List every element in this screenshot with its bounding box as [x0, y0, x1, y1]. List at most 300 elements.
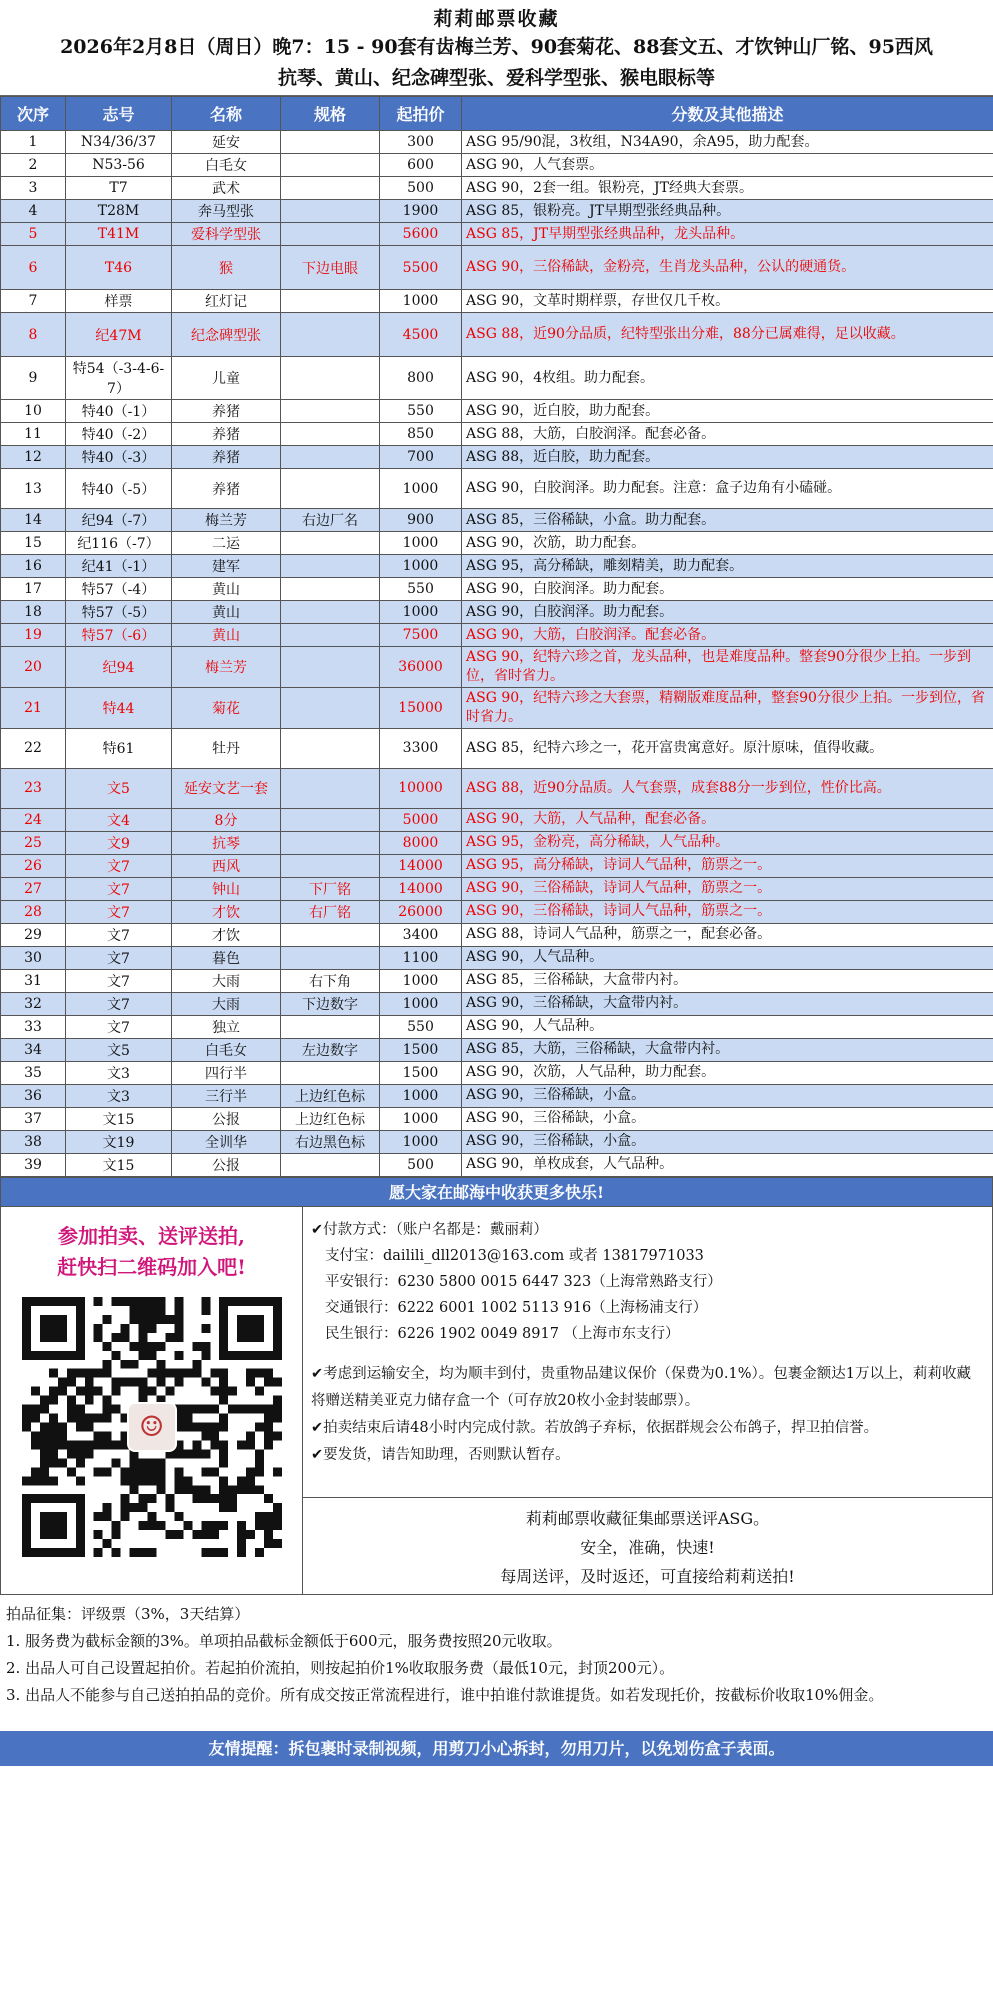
col-header-spec: 规格: [281, 97, 380, 131]
table-row: [1, 423, 993, 446]
cell-name: 黄山: [172, 624, 281, 647]
cell-code: 文7: [66, 969, 172, 992]
rules-title: 拍品征集：评级票（3%，3天结算）: [6, 1604, 250, 1623]
cell-no: 30: [1, 946, 66, 969]
cell-spec: [281, 154, 380, 177]
table-row: [1, 223, 993, 246]
cell-spec: [281, 728, 380, 768]
auction-subtitle-line2: 抗琴、黄山、纪念碑型张、爱科学型张、猴电眼标等: [277, 67, 715, 89]
cell-spec: [281, 177, 380, 200]
cell-price: 900: [380, 509, 462, 532]
cell-no: 22: [1, 728, 66, 768]
cell-code: 纪41（-1）: [66, 555, 172, 578]
cell-code: 文15: [66, 1107, 172, 1130]
cell-price: 8000: [380, 831, 462, 854]
cell-code: 特61: [66, 728, 172, 768]
cell-name: 白毛女: [172, 154, 281, 177]
cell-no: 15: [1, 532, 66, 555]
cell-code: 文5: [66, 768, 172, 808]
cell-desc: ASG 90，2套一组。银粉亮，JT经典大套票。: [462, 177, 993, 200]
cell-price: 1000: [380, 992, 462, 1015]
cell-no: 27: [1, 877, 66, 900]
cell-spec: [281, 223, 380, 246]
cell-desc: ASG 90，4枚组。助力配套。: [462, 357, 993, 400]
cell-desc: ASG 90，纪特六珍之首，龙头品种，也是难度品种。整套90分很少上拍。一步到位，省时省力。: [462, 647, 993, 688]
promo-panel: [1, 1207, 303, 1594]
cell-desc: ASG 95/90混，3枚组，N34A90，余A95，助力配套。: [462, 131, 993, 154]
cell-price: 5600: [380, 223, 462, 246]
cell-desc: ASG 88，近90分品质。人气套票，成套88分一步到位，性价比高。: [462, 768, 993, 808]
cell-code: 特40（-5）: [66, 469, 172, 509]
cell-code: 纪47M: [66, 313, 172, 357]
cell-desc: ASG 90，白胶润泽。助力配套。注意：盒子边角有小磕碰。: [462, 469, 993, 509]
cell-no: 14: [1, 509, 66, 532]
cell-desc: ASG 85，纪特六珍之一，花开富贵寓意好。原汁原味，值得收藏。: [462, 728, 993, 768]
cell-no: 1: [1, 131, 66, 154]
cell-code: 文7: [66, 900, 172, 923]
cell-desc: ASG 90，三俗稀缺，金粉亮，生肖龙头品种，公认的硬通货。: [462, 246, 993, 290]
cell-code: 特54（-3-4-6-7）: [66, 357, 172, 400]
rule-item: 1. 服务费为截标金额的3%。单项拍品截标金额低于600元，服务费按照20元收取。: [6, 1631, 562, 1650]
table-row: [1, 200, 993, 223]
cell-spec: [281, 687, 380, 728]
table-row: [1, 946, 993, 969]
cell-price: 550: [380, 578, 462, 601]
cell-desc: ASG 90，人气品种。: [462, 946, 993, 969]
shipping-note: ✔考虑到运输安全，均为顺丰到付，贵重物品建议保价（保费为0.1%）。包裹金额达1万以上，莉莉收藏将赠送精美亚克力储存盒一个（可存放20枚小金封装邮票）。: [311, 1365, 971, 1409]
cell-price: 550: [380, 400, 462, 423]
cell-code: 文19: [66, 1130, 172, 1153]
cell-desc: ASG 90，单枚成套，人气品种。: [462, 1153, 993, 1176]
cell-code: 特40（-1）: [66, 400, 172, 423]
avatar-icon: ☺: [127, 1402, 177, 1452]
cell-no: 10: [1, 400, 66, 423]
col-header-price: 起拍价: [380, 97, 462, 131]
cell-no: 21: [1, 687, 66, 728]
cell-name: 儿童: [172, 357, 281, 400]
table-row: [1, 446, 993, 469]
cell-price: 26000: [380, 900, 462, 923]
table-row: [1, 1015, 993, 1038]
cell-name: 独立: [172, 1015, 281, 1038]
cell-desc: ASG 88，近90分品质，纪特型张出分难，88分已属难得，足以收藏。: [462, 313, 993, 357]
table-row: [1, 578, 993, 601]
cell-spec: [281, 469, 380, 509]
cell-price: 500: [380, 177, 462, 200]
cell-price: 10000: [380, 768, 462, 808]
cell-no: 26: [1, 854, 66, 877]
table-row: [1, 877, 993, 900]
cell-price: 3400: [380, 923, 462, 946]
cell-desc: ASG 90，白胶润泽。助力配套。: [462, 601, 993, 624]
cell-desc: ASG 85，三俗稀缺，大盒带内衬。: [462, 969, 993, 992]
table-row: [1, 647, 993, 688]
cell-price: 1000: [380, 1107, 462, 1130]
cell-price: 7500: [380, 624, 462, 647]
cell-name: 公报: [172, 1107, 281, 1130]
payment-bank-pingan: 平安银行：6230 5800 0015 6447 323（上海常熟路支行）: [325, 1273, 722, 1290]
cell-no: 8: [1, 313, 66, 357]
cell-no: 7: [1, 290, 66, 313]
cell-name: 菊花: [172, 687, 281, 728]
cell-desc: ASG 90，次筋，人气品种，助力配套。: [462, 1061, 993, 1084]
cell-price: 5500: [380, 246, 462, 290]
cell-code: 文3: [66, 1084, 172, 1107]
cell-price: 1000: [380, 532, 462, 555]
cell-spec: [281, 200, 380, 223]
col-header-code: 志号: [66, 97, 172, 131]
cell-price: 1500: [380, 1061, 462, 1084]
cell-spec: [281, 131, 380, 154]
cell-no: 23: [1, 768, 66, 808]
cell-no: 11: [1, 423, 66, 446]
cell-name: 四行半: [172, 1061, 281, 1084]
cell-price: 1100: [380, 946, 462, 969]
cell-price: 1500: [380, 1038, 462, 1061]
cell-code: 文7: [66, 923, 172, 946]
cell-spec: [281, 555, 380, 578]
cell-price: 5000: [380, 808, 462, 831]
cell-price: 1000: [380, 555, 462, 578]
cell-name: 二运: [172, 532, 281, 555]
cell-name: 白毛女: [172, 1038, 281, 1061]
cell-no: 20: [1, 647, 66, 688]
cell-no: 4: [1, 200, 66, 223]
cell-no: 5: [1, 223, 66, 246]
promo-line1: 参加拍卖、送评送拍,: [58, 1223, 245, 1248]
cell-name: 爱科学型张: [172, 223, 281, 246]
cell-no: 3: [1, 177, 66, 200]
table-row: [1, 923, 993, 946]
cell-price: 14000: [380, 877, 462, 900]
cell-name: 才饮: [172, 900, 281, 923]
table-row: [1, 1061, 993, 1084]
cell-price: 800: [380, 357, 462, 400]
rule-item: 2. 出品人可自己设置起拍价。若起拍价流拍，则按起拍价1%收取服务费（最低10元，封顶200元）。: [6, 1658, 675, 1677]
cell-name: 大雨: [172, 969, 281, 992]
cell-no: 31: [1, 969, 66, 992]
cell-spec: [281, 923, 380, 946]
cell-desc: ASG 90，白胶润泽。助力配套。: [462, 578, 993, 601]
table-row: [1, 131, 993, 154]
cell-desc: ASG 88，近白胶，助力配套。: [462, 446, 993, 469]
cell-name: 暮色: [172, 946, 281, 969]
table-row: [1, 768, 993, 808]
cell-no: 37: [1, 1107, 66, 1130]
cell-spec: [281, 357, 380, 400]
cell-price: 14000: [380, 854, 462, 877]
cell-name: 西风: [172, 854, 281, 877]
cell-spec: [281, 578, 380, 601]
cell-spec: 左边数字: [281, 1038, 380, 1061]
cell-price: 850: [380, 423, 462, 446]
table-row: [1, 509, 993, 532]
cell-spec: [281, 601, 380, 624]
cell-name: 钟山: [172, 877, 281, 900]
table-row: [1, 154, 993, 177]
cell-code: N34/36/37: [66, 131, 172, 154]
cell-code: 纪116（-7）: [66, 532, 172, 555]
footer-reminder: 友情提醒：拆包裹时录制视频，用剪刀小心拆封，勿用刀片，以免划伤盒子表面。: [0, 1731, 993, 1766]
cell-name: 黄山: [172, 601, 281, 624]
cell-spec: 上边红色标: [281, 1107, 380, 1130]
cell-desc: ASG 90，人气套票。: [462, 154, 993, 177]
cell-name: 建军: [172, 555, 281, 578]
cell-spec: [281, 768, 380, 808]
table-row: [1, 992, 993, 1015]
cell-name: 全训华: [172, 1130, 281, 1153]
cell-no: 24: [1, 808, 66, 831]
cell-price: 300: [380, 131, 462, 154]
cell-no: 6: [1, 246, 66, 290]
cell-code: 文15: [66, 1153, 172, 1176]
cell-code: 文7: [66, 992, 172, 1015]
cell-spec: [281, 808, 380, 831]
table-row: [1, 969, 993, 992]
cell-spec: [281, 854, 380, 877]
payment-heading: ✔付款方式：（账户名都是：戴丽莉）: [311, 1221, 548, 1238]
table-row: [1, 900, 993, 923]
cell-price: 3300: [380, 728, 462, 768]
cell-code: 文9: [66, 831, 172, 854]
cell-code: 纪94: [66, 647, 172, 688]
cell-spec: 下边电眼: [281, 246, 380, 290]
cell-name: 抗琴: [172, 831, 281, 854]
cell-code: 特57（-6）: [66, 624, 172, 647]
cell-desc: ASG 90，次筋，助力配套。: [462, 532, 993, 555]
cell-desc: ASG 88，大筋，白胶润泽。配套必备。: [462, 423, 993, 446]
cell-spec: [281, 532, 380, 555]
cell-code: 特44: [66, 687, 172, 728]
cell-desc: ASG 85，大筋，三俗稀缺，大盒带内衬。: [462, 1038, 993, 1061]
page-title: 莉莉邮票收藏: [433, 8, 560, 30]
table-row: [1, 831, 993, 854]
cell-spec: 右边厂名: [281, 509, 380, 532]
cell-name: 梅兰芳: [172, 647, 281, 688]
cell-desc: ASG 90，大筋，白胶润泽。配套必备。: [462, 624, 993, 647]
cell-name: 黄山: [172, 578, 281, 601]
col-header-name: 名称: [172, 97, 281, 131]
cell-no: 35: [1, 1061, 66, 1084]
payment-bank-minsheng: 民生银行：6226 1902 0049 8917 （上海市东支行）: [325, 1325, 680, 1342]
cell-code: N53-56: [66, 154, 172, 177]
cell-spec: [281, 423, 380, 446]
table-row: [1, 290, 993, 313]
cell-price: 1000: [380, 1130, 462, 1153]
table-row: [1, 555, 993, 578]
cell-desc: ASG 90，纪特六珍之大套票，精糊版难度品种，整套90分很少上拍。一步到位，省时省力。: [462, 687, 993, 728]
greeting-banner: 愿大家在邮海中收获更多快乐!: [0, 1177, 993, 1207]
cell-spec: [281, 1015, 380, 1038]
cell-spec: 右厂铭: [281, 900, 380, 923]
auction-table: [0, 96, 993, 1177]
cell-price: 1000: [380, 469, 462, 509]
cell-code: 文7: [66, 854, 172, 877]
cell-code: 文7: [66, 1015, 172, 1038]
cell-spec: 右边黑色标: [281, 1130, 380, 1153]
page-header: [0, 0, 993, 96]
cell-name: 养猪: [172, 469, 281, 509]
table-row: [1, 808, 993, 831]
cell-spec: 下边数字: [281, 992, 380, 1015]
delivery-note: ✔要发货，请告知助理，否则默认暂存。: [311, 1446, 570, 1463]
cell-desc: ASG 88，诗词人气品种，筋票之一，配套必备。: [462, 923, 993, 946]
table-row: [1, 1107, 993, 1130]
cell-spec: [281, 1061, 380, 1084]
cell-price: 15000: [380, 687, 462, 728]
cell-no: 28: [1, 900, 66, 923]
cell-name: 大雨: [172, 992, 281, 1015]
table-row: [1, 357, 993, 400]
cell-spec: [281, 1153, 380, 1176]
cell-spec: [281, 290, 380, 313]
cell-no: 32: [1, 992, 66, 1015]
cell-code: 特40（-3）: [66, 446, 172, 469]
table-row: [1, 728, 993, 768]
table-row: [1, 532, 993, 555]
cell-price: 1000: [380, 601, 462, 624]
cell-price: 550: [380, 1015, 462, 1038]
cell-code: 纪94（-7）: [66, 509, 172, 532]
promo-line2: 赶快扫二维码加入吧!: [57, 1254, 246, 1279]
payment-bank-jiaotong: 交通银行：6222 6001 1002 5113 916（上海杨浦支行）: [325, 1299, 708, 1316]
cell-code: T28M: [66, 200, 172, 223]
cell-spec: 上边红色标: [281, 1084, 380, 1107]
cell-spec: [281, 624, 380, 647]
payment-info: [303, 1207, 992, 1497]
cell-name: 8分: [172, 808, 281, 831]
cell-no: 18: [1, 601, 66, 624]
table-row: [1, 313, 993, 357]
cell-name: 纪念碑型张: [172, 313, 281, 357]
invite-box: [303, 1497, 992, 1594]
cell-spec: [281, 446, 380, 469]
payment-alipay: 支付宝：dailili_dll2013@163.com 或者 13817971033: [325, 1247, 704, 1264]
cell-desc: ASG 90，近白胶，助力配套。: [462, 400, 993, 423]
cell-code: 文7: [66, 877, 172, 900]
auction-subtitle-line1: 2026年2月8日（周日）晚7：15 - 90套有齿梅兰芳、90套菊花、88套文五、才饮钟山厂铭、95西风: [60, 36, 933, 58]
cell-price: 500: [380, 1153, 462, 1176]
cell-price: 1000: [380, 290, 462, 313]
cell-desc: ASG 85，银粉亮。JT早期型张经典品种。: [462, 200, 993, 223]
cell-spec: [281, 946, 380, 969]
qr-code[interactable]: [22, 1297, 282, 1557]
cell-desc: ASG 90，三俗稀缺，小盒。: [462, 1107, 993, 1130]
payment-deadline-note: ✔拍卖结束后请48小时内完成付款。若放鸽子弃标，依据群规会公布鸽子，捍卫拍信誉。: [311, 1419, 879, 1436]
table-row: [1, 1038, 993, 1061]
cell-no: 33: [1, 1015, 66, 1038]
cell-spec: 下厂铭: [281, 877, 380, 900]
cell-desc: ASG 90，三俗稀缺，小盒。: [462, 1130, 993, 1153]
cell-name: 养猪: [172, 400, 281, 423]
cell-no: 34: [1, 1038, 66, 1061]
cell-no: 29: [1, 923, 66, 946]
table-row: [1, 1153, 993, 1176]
cell-no: 19: [1, 624, 66, 647]
cell-desc: ASG 95，高分稀缺，雕刻精美，助力配套。: [462, 555, 993, 578]
table-row: [1, 246, 993, 290]
cell-desc: ASG 95，金粉亮，高分稀缺，人气品种。: [462, 831, 993, 854]
cell-no: 16: [1, 555, 66, 578]
table-row: [1, 854, 993, 877]
cell-code: 样票: [66, 290, 172, 313]
invite-line2: 安全，准确，快速!: [580, 1537, 715, 1557]
cell-desc: ASG 90，大筋，人气品种，配套必备。: [462, 808, 993, 831]
cell-desc: ASG 90，人气品种。: [462, 1015, 993, 1038]
cell-price: 4500: [380, 313, 462, 357]
cell-name: 公报: [172, 1153, 281, 1176]
invite-line1: 莉莉邮票收藏征集邮票送评ASG。: [525, 1508, 770, 1528]
cell-code: 特57（-5）: [66, 601, 172, 624]
table-row: [1, 601, 993, 624]
auction-table-body: [1, 131, 993, 1177]
cell-price: 36000: [380, 647, 462, 688]
cell-no: 39: [1, 1153, 66, 1176]
cell-price: 1000: [380, 1084, 462, 1107]
cell-spec: [281, 647, 380, 688]
cell-spec: [281, 400, 380, 423]
table-row: [1, 1084, 993, 1107]
table-row: [1, 624, 993, 647]
cell-no: 17: [1, 578, 66, 601]
cell-spec: [281, 313, 380, 357]
cell-price: 700: [380, 446, 462, 469]
cell-no: 38: [1, 1130, 66, 1153]
table-row: [1, 177, 993, 200]
col-header-desc: 分数及其他描述: [462, 97, 993, 131]
cell-price: 1000: [380, 969, 462, 992]
cell-name: 猴: [172, 246, 281, 290]
table-row: [1, 687, 993, 728]
cell-desc: ASG 85，三俗稀缺，小盒。助力配套。: [462, 509, 993, 532]
cell-desc: ASG 85，JT早期型张经典品种，龙头品种。: [462, 223, 993, 246]
cell-name: 奔马型张: [172, 200, 281, 223]
cell-name: 武术: [172, 177, 281, 200]
table-row: [1, 400, 993, 423]
cell-name: 梅兰芳: [172, 509, 281, 532]
invite-line3: 每周送评，及时返还，可直接给莉莉送拍!: [500, 1566, 795, 1586]
cell-name: 养猪: [172, 423, 281, 446]
table-row: [1, 1130, 993, 1153]
cell-name: 养猪: [172, 446, 281, 469]
cell-spec: 右下角: [281, 969, 380, 992]
info-section: [0, 1207, 993, 1595]
rule-item: 3. 出品人不能参与自己送拍拍品的竞价。所有成交按正常流程进行，谁中拍谁付款谁提货。如若发现托价，按截标价收取10%佣金。: [6, 1685, 884, 1704]
cell-name: 三行半: [172, 1084, 281, 1107]
cell-no: 36: [1, 1084, 66, 1107]
cell-code: 文7: [66, 946, 172, 969]
cell-desc: ASG 90，三俗稀缺，诗词人气品种，筋票之一。: [462, 900, 993, 923]
cell-no: 13: [1, 469, 66, 509]
cell-name: 牡丹: [172, 728, 281, 768]
cell-desc: ASG 90，文革时期样票，存世仅几千枚。: [462, 290, 993, 313]
cell-no: 9: [1, 357, 66, 400]
cell-code: 特57（-4）: [66, 578, 172, 601]
payment-panel: [303, 1207, 992, 1594]
cell-code: 特40（-2）: [66, 423, 172, 446]
cell-spec: [281, 831, 380, 854]
cell-no: 12: [1, 446, 66, 469]
cell-code: T46: [66, 246, 172, 290]
cell-desc: ASG 95，高分稀缺，诗词人气品种，筋票之一。: [462, 854, 993, 877]
cell-price: 1900: [380, 200, 462, 223]
col-header-no: 次序: [1, 97, 66, 131]
cell-desc: ASG 90，三俗稀缺，大盒带内衬。: [462, 992, 993, 1015]
cell-no: 2: [1, 154, 66, 177]
rules-section: [0, 1595, 993, 1730]
table-row: [1, 469, 993, 509]
cell-code: T41M: [66, 223, 172, 246]
